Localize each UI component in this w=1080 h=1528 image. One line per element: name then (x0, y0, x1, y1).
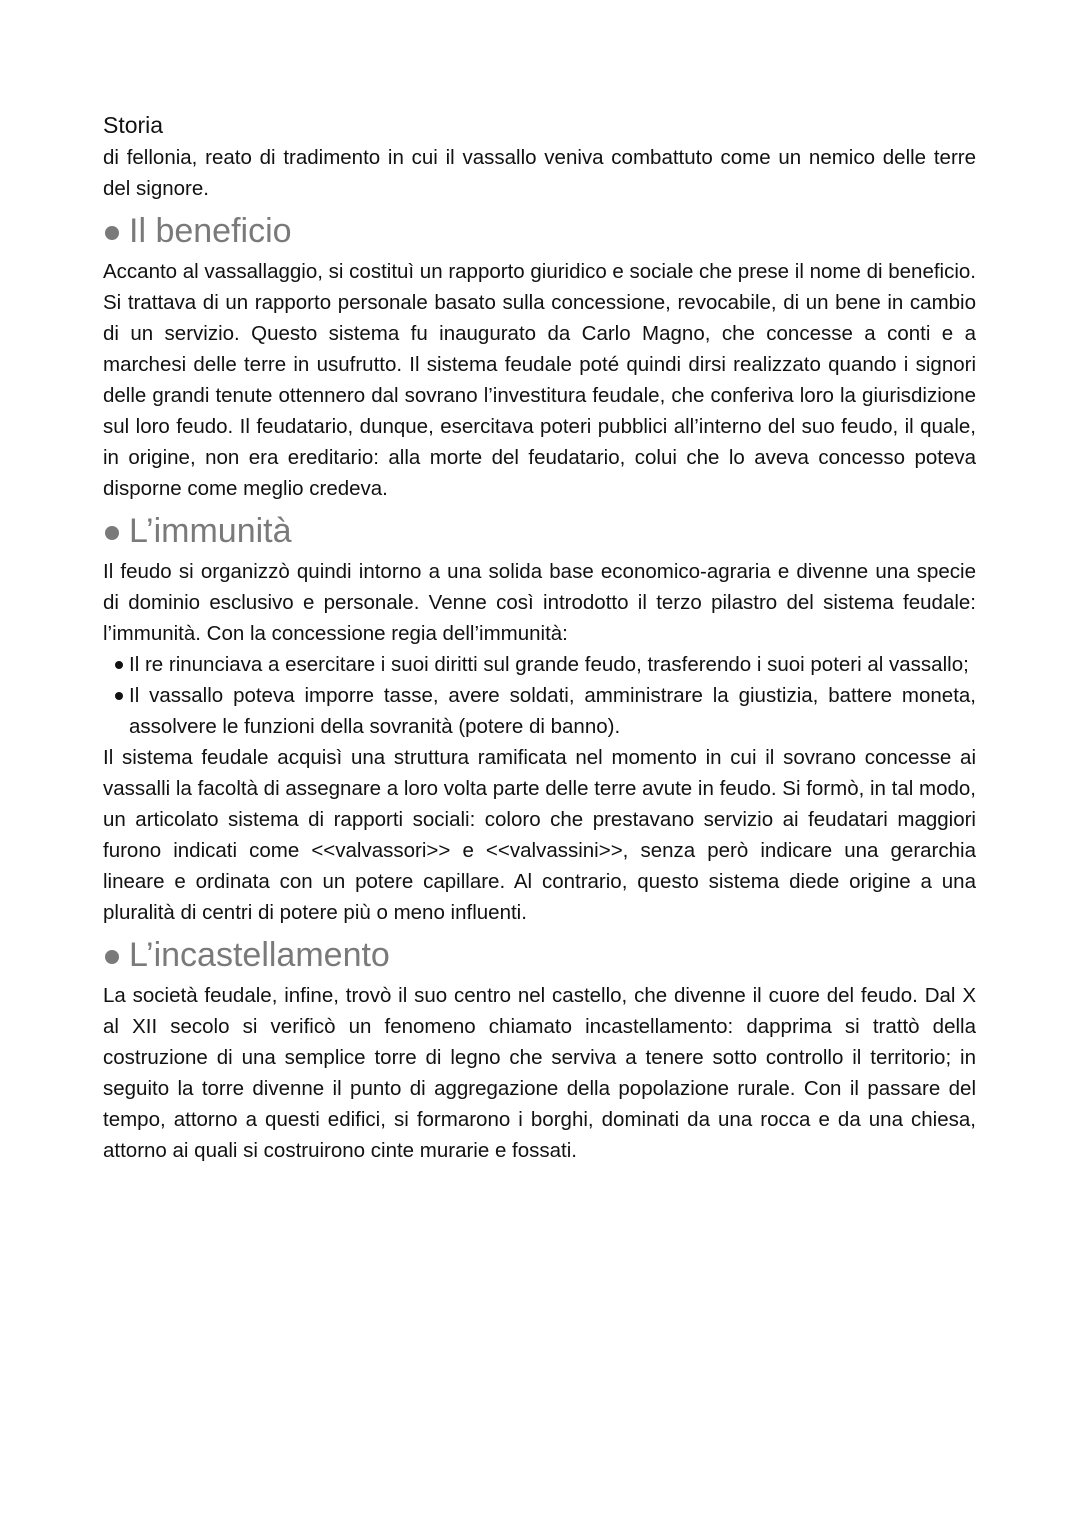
document-page (103, 108, 976, 1166)
section-heading (103, 508, 976, 554)
bullet-icon (105, 526, 119, 540)
section-heading (103, 208, 976, 254)
bullet-icon (105, 950, 119, 964)
subject-header: Storia (103, 112, 164, 138)
section-heading-text: L’incastellamento (129, 936, 390, 974)
list-item-text: Il vassallo poteva imporre tasse, avere soldati, amministrare la giustizia, battere moneta, assolvere le funzioni della sovranità (potere di banno). (129, 684, 976, 738)
section-beneficio (103, 208, 976, 504)
section-immunita (103, 508, 976, 928)
bullet-icon (105, 226, 119, 240)
section-heading (103, 932, 976, 978)
section-paragraph: La società feudale, infine, trovò il suo centro nel castello, che divenne il cuore del feudo. Dal X al XII secolo si verificò un fenomeno chiamato incastellamento: dapprima si trattò della costruzione di una semplice torre di legno che serviva a tenere sotto controllo il territorio; in seguito la torre divenne il punto di aggregazione della popolazione rurale. Con il passare del tempo, attorno a questi edifici, si formarono i borghi, dominati da una rocca e da una chiesa, attorno ai quali si costruirono cinte murarie e fossati. (103, 984, 976, 1162)
list-item (115, 680, 976, 742)
bullet-list (103, 649, 976, 742)
section-heading-text: L’immunità (129, 512, 292, 550)
bullet-icon (115, 692, 123, 700)
list-item (115, 649, 976, 680)
bullet-icon (115, 661, 123, 669)
section-incastellamento (103, 932, 976, 1166)
section-paragraph: Il sistema feudale acquisì una struttura ramificata nel momento in cui il sovrano concesse ai vassalli la facoltà di assegnare a loro volta parte delle terre avute in feudo. Si formò, in tal modo, un articolato sistema di rapporti sociali: coloro che prestavano servizio ai feudatari maggiori furono indicati come <<valvassori>> e <<valvassini>>, senza però indicare una gerarchia lineare e ordinata con un potere capillare. Al contrario, questo sistema diede origine a una pluralità di centri di potere più o meno influenti. (103, 746, 976, 924)
section-paragraph: Accanto al vassallaggio, si costituì un rapporto giuridico e sociale che prese il nome di beneficio. Si trattava di un rapporto personale basato sulla concessione, revocabile, di un bene in cambio di un servizio. Questo sistema fu inaugurato da Carlo Magno, che concesse a conti e a marchesi delle terre in usufrutto. Il sistema feudale poté quindi dirsi realizzato quando i signori delle grandi tenute ottennero dal sovrano l’investitura feudale, che conferiva loro la giurisdizione sul loro feudo. Il feudatario, dunque, esercitava poteri pubblici all’interno del suo feudo, il quale, in origine, non era ereditario: alla morte del feudatario, colui che lo aveva concesso poteva disporne come meglio credeva. (103, 260, 976, 500)
list-item-text: Il re rinunciava a esercitare i suoi diritti sul grande feudo, trasferendo i suoi poteri al vassallo; (129, 653, 969, 676)
section-heading-text: Il beneficio (129, 212, 292, 250)
intro-paragraph: di fellonia, reato di tradimento in cui il vassallo veniva combattuto come un nemico delle terre del signore. (103, 146, 976, 200)
section-paragraph: Il feudo si organizzò quindi intorno a una solida base economico-agraria e divenne una specie di dominio esclusivo e personale. Venne così introdotto il terzo pilastro del sistema feudale: l’immunità. Con la concessione regia dell’immunità: (103, 560, 976, 645)
